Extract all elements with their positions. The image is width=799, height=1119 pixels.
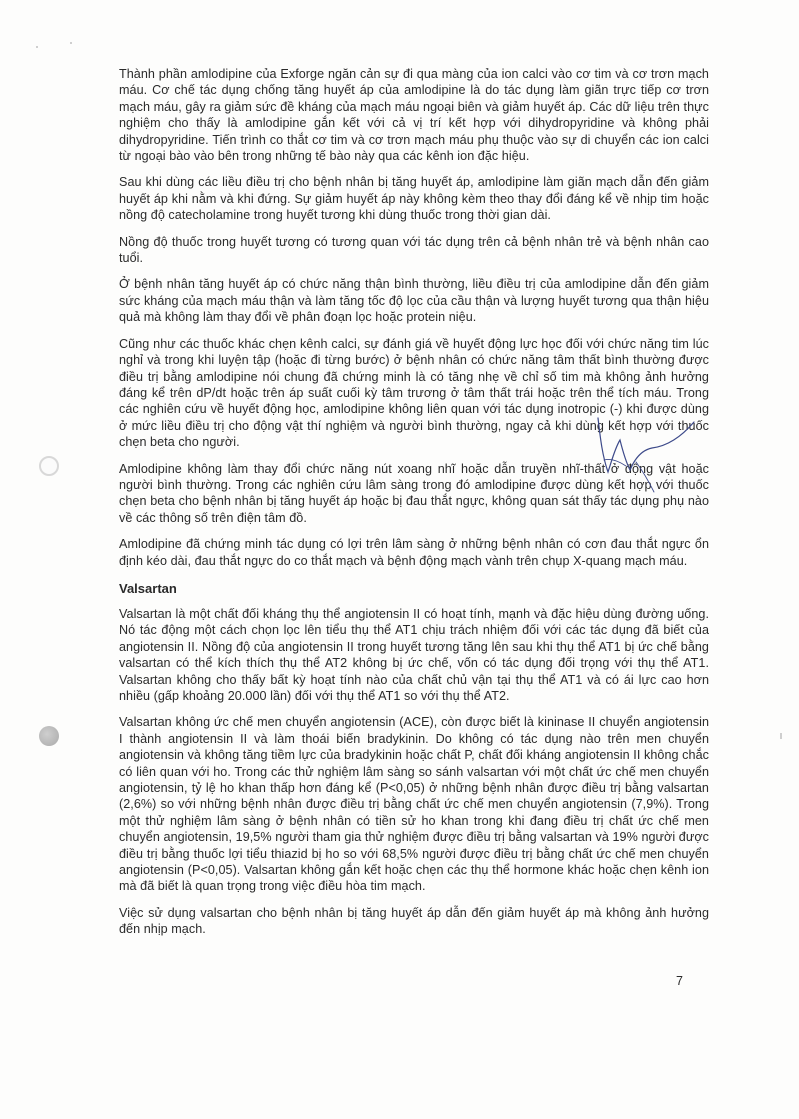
- document-body: [119, 66, 709, 948]
- paragraph-valsartan-blood-pressure: Việc sử dụng valsartan cho bệnh nhân bị tăng huyết áp dẫn đến giảm huyết áp mà không ảnh hưởng đến nhịp mạch.: [119, 905, 709, 937]
- scan-speck: [70, 42, 72, 44]
- paragraph-amlodipine-angina: Amlodipine đã chứng minh tác dụng có lợi trên lâm sàng ở những bệnh nhân có cơn đau thắt ngực ổn định kéo dài, đau thắt ngực do co thắt mạch và bệnh động mạch vành trên chụp X-quang mạch máu.: [119, 537, 709, 568]
- paragraph-amlodipine-vasodilation: Sau khi dùng các liều điều trị cho bệnh nhân bị tăng huyết áp, amlodipine làm giãn mạch dẫn đến giảm huyết áp khi nằm và khi đứng. Sự giảm huyết áp này không kèm theo thay đổi đáng kể về nhịp tim hoặc nồng độ catecholamine trong huyết tương khi dùng thuốc trong thời gian dài.: [119, 175, 709, 223]
- scan-speck: [780, 733, 782, 739]
- paragraph-amlodipine-hemodynamics: Cũng như các thuốc khác chẹn kênh calci, sự đánh giá về huyết động lực học đối với chức năng tim lúc nghỉ và trong khi luyện tập (hoặc đi từng bước) ở bệnh nhân có chức năng tâm thất bình thường được điều trị bằng amlodipine nói chung đã chứng minh là có tăng nhẹ về chỉ số tim mà không ảnh hưởng đáng kể trên dP/dt hoặc trên áp suất cuối kỳ tâm trương ở tâm thất trái hoặc trên thể tích máu. Trong các nghiên cứu về huyết động học, amlodipine không liên quan với tác dụng inotropic (-) khi được dùng ở mức liều điều trị cho động vật thí nghiệm và người bình thường, ngay cả khi dùng kết hợp với thuốc chẹn beta cho người.: [119, 336, 709, 450]
- scan-speck: [36, 46, 38, 48]
- paragraph-valsartan-ace: Valsartan không ức chế men chuyển angiotensin (ACE), còn được biết là kininase II chuyển angiotensin I thành angiotensin II và làm thoái biến bradykinin. Do không có tác dụng nào trên men chuyển angiotensin và không tăng tiềm lực của bradykinin hoặc chất P, chất đối kháng angiotensin II không chắc có liên quan với ho. Trong các thử nghiệm lâm sàng so sánh valsartan với một chất ức chế men chuyển angiotensin, tỷ lệ ho khan thấp hơn đáng kể (P<0,05) ở những bệnh nhân được điều trị bằng valsartan (2,6%) so với những bệnh nhân được điều trị bằng chất ức chế men chuyển angiotensin (7,9%). Trong một thử nghiệm lâm sàng ở bệnh nhân có tiền sử ho khan trong khi đang điều trị chất ức chế men chuyển angiotensin, 19,5% người tham gia thử nghiệm được điều trị bằng valsartan và 19% người được điều trị bằng thuốc lợi tiểu thiazid bị ho so với 68,5% người được điều trị bằng chất ức chế men chuyển angiotensin (P<0,05). Valsartan không gắn kết hoặc chẹn các thụ thể hormone khác hoặc chẹn kênh ion mà đã biết là quan trọng trong việc điều hòa tim mạch.: [119, 715, 709, 894]
- paragraph-valsartan-mechanism: Valsartan là một chất đối kháng thụ thể angiotensin II có hoạt tính, mạnh và đặc hiệu dùng đường uống. Nó tác động một cách chọn lọc lên tiểu thụ thể AT1 chịu trách nhiệm đối với các tác dụng đã biết của angiotensin II. Nồng độ của angiotensin II trong huyết tương tăng lên sau khi thụ thể AT1 bị ức chế bằng valsartan có thể kích thích thụ thể AT2 không bị ức chế, vốn có tác dụng đối trọng với thụ thể AT1. Valsartan không cho thấy bất kỳ hoạt tính nào của chất chủ vận tại thụ thể AT1 và có ái lực cao hơn nhiều (gấp khoảng 20.000 lần) đối với thụ thể AT1 so với thụ thể AT2.: [119, 606, 709, 703]
- punch-hole: [39, 726, 59, 746]
- paragraph-amlodipine-conduction: Amlodipine không làm thay đổi chức năng nút xoang nhĩ hoặc dẫn truyền nhĩ-thất ở động vật hoặc người bình thường. Trong các nghiên cứu lâm sàng trong đó amlodipine được dùng kết hợp với thuốc chẹn beta cho bệnh nhân bị tăng huyết áp hoặc bị đau thắt ngực, không quan sát thấy tác dụng phụ nào về các thông số trên điện tâm đồ.: [119, 461, 709, 525]
- section-heading-valsartan: Valsartan: [119, 580, 177, 596]
- paragraph-amlodipine-plasma-concentration: Nồng độ thuốc trong huyết tương có tương quan với tác dụng trên cả bệnh nhân trẻ và bệnh nhân cao tuổi.: [119, 234, 709, 266]
- page-number: 7: [676, 974, 683, 988]
- paragraph-amlodipine-renal: Ở bệnh nhân tăng huyết áp có chức năng thận bình thường, liều điều trị của amlodipine dẫn đến giảm sức kháng của mạch máu thận và làm tăng tốc độ lọc của cầu thận và lượng huyết tương qua thận hiệu quả mà không làm thay đổi về phân đoạn lọc hoặc protein niệu.: [119, 277, 709, 325]
- paragraph-amlodipine-mechanism: Thành phần amlodipine của Exforge ngăn cản sự đi qua màng của ion calci vào cơ tim và cơ trơn mạch máu. Cơ chế tác dụng chống tăng huyết áp của amlodipine là do tác dụng làm giãn trực tiếp cơ trơn mạch máu, gây ra giảm sức đề kháng của mạch máu ngoại biên và giảm huyết áp. Các dữ liệu trên thực nghiệm cho thấy là amlodipine gắn kết với cả vị trí kết hợp với dihydropyridine và không phải dihydropyridine. Tiến trình co thắt cơ tim và cơ trơn mạch máu phụ thuộc vào sự di chuyển các ion calci từ ngoại bào vào bên trong những tế bào này qua các kênh ion đặc hiệu.: [119, 67, 709, 164]
- punch-hole: [39, 456, 59, 476]
